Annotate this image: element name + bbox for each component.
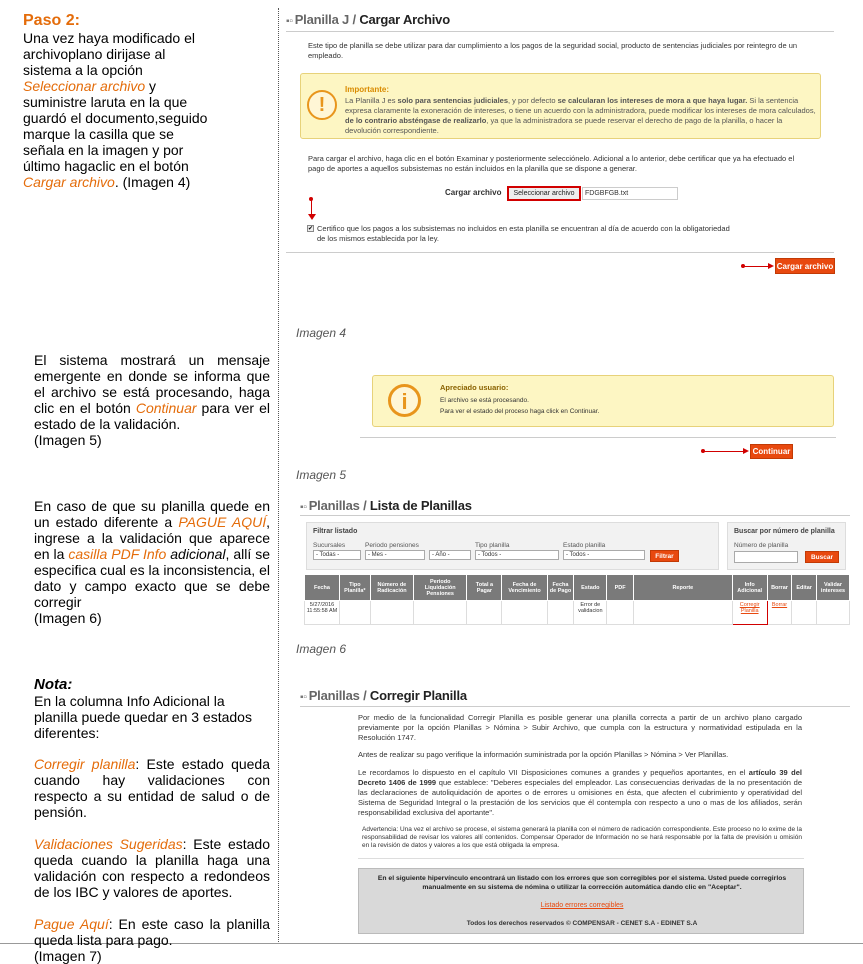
intro-paragraph: Por medio de la funcionalidad Corregir Planilla es posible generar una planilla correcta a partir de un archivo plano cargado previamente por la opción Planillas > Nómina > Subir Archivo, que cumpla con la estructura y normatividad estipulada en la Resolución 1747. xyxy=(358,713,802,742)
breadcrumb-dots-icon: ▪▫ xyxy=(300,692,307,703)
paragraph-text: , ingrese a la validación que aparece en la xyxy=(34,514,270,562)
text: que establece: "Deberes especiales del empleador. Las consecuencias derivadas de la no presentación de las declaraciones de autoliquidación de aportes o de errores u omisiones en ésta, que afecten el cubrimiento y operatividad del Sistema de Seguridad Integral o la prestación de los servicios que él contempla con respecto a uno o mas de los afiliados, serán responsabilidad exclusiva del aportante". xyxy=(358,778,802,817)
filter-label: Estado planilla xyxy=(563,542,606,549)
paragraph-text: , allí se especifica cual es la inconsistencia, el dato y campo exacto que se debe corregir xyxy=(34,546,271,610)
caption: Imagen 6 xyxy=(296,642,347,656)
cell xyxy=(339,601,370,625)
column-header: Info Adicional xyxy=(732,575,767,601)
cell xyxy=(467,601,502,625)
select-file-button[interactable]: Seleccionar archivo xyxy=(507,186,581,201)
info-icon: i xyxy=(388,384,421,417)
errors-box xyxy=(358,868,804,934)
important-box xyxy=(300,73,821,139)
step-line: sistema a la opción xyxy=(23,62,143,78)
verify-paragraph: Antes de realizar su pago verifique la información suministrada por la opción Planillas > Nómina > Ver Planillas. xyxy=(358,750,729,759)
errors-box-text: En el siguiente hipervínculo encontrará un listado con los errores que son corregibles por el sistema. Usted puede corregirlos manualmente en su sistema de nómina o utilizar la corrección automática dando clic en "Aceptar". xyxy=(377,875,787,891)
state-label: Corregir planilla xyxy=(34,756,136,772)
filter-title: Filtrar listado xyxy=(313,528,358,535)
cell xyxy=(413,601,466,625)
filter-button[interactable]: Filtrar xyxy=(650,550,679,562)
column-header: Validar intereses xyxy=(817,575,850,601)
paragraph-text: para ver el estado de la validación. xyxy=(34,400,270,432)
validation-paragraph xyxy=(34,498,270,626)
text: , y por defecto xyxy=(508,96,558,105)
breadcrumb-dots-icon: ▪▫ xyxy=(300,502,307,513)
important-text xyxy=(345,96,817,136)
delete-link[interactable]: Borrar xyxy=(771,602,788,608)
status-select[interactable] xyxy=(563,550,645,560)
upload-field-label: Cargar archivo xyxy=(445,188,502,197)
text-bold: de lo contrario absténgase de realizarlo xyxy=(345,116,487,125)
table-header-row xyxy=(305,575,850,601)
column-header: Fecha xyxy=(305,575,340,601)
processing-modal xyxy=(372,375,834,427)
state-label: Validaciones Sugeridas xyxy=(34,836,183,852)
correctable-errors-link[interactable]: Listado errores corregibles xyxy=(540,902,624,909)
step-text: y xyxy=(145,78,157,94)
column-header: Reporte xyxy=(634,575,733,601)
step-line: último hagaclic en el botón xyxy=(23,158,189,174)
image-ref: (Imagen 6) xyxy=(34,610,102,626)
state-text: : Este estado queda cuando la planilla haga una validación con respecto a redondeos de los IBC y valores de aportes. xyxy=(34,836,270,900)
step-line: archivoplano dirijase al xyxy=(23,46,166,62)
state-validaciones xyxy=(34,836,270,900)
breadcrumb: Planilla J / xyxy=(294,12,360,27)
step-text: . (Imagen 4) xyxy=(114,174,191,190)
upload-instructions: Para cargar el archivo, haga clic en el botón Examinar y posteriormente selecciónelo. Adicional a lo anterior, debe certificar que ya ha efectuado el pago de aportes a aquellos subsistemas no están incluidos en la planilla que se dispone a generar. xyxy=(308,154,795,173)
arrow-shaft xyxy=(311,199,312,215)
text: Si la sentencia expresa claramente la exoneración de intereses, o tiene un acuerdo con la administradora, puede modificar los intereses de mora calculados, xyxy=(345,96,816,115)
select-value: - Todos - xyxy=(566,552,590,558)
img6-title xyxy=(300,498,472,513)
step-line: Una vez haya modificado el xyxy=(23,30,195,46)
img4-title xyxy=(286,12,450,27)
pdf-info-ref: casilla PDF Info xyxy=(68,546,167,562)
text: Le recordamos lo dispuesto en el capítulo VII Disposiciones comunes a grandes y pequeños aportantes, en el xyxy=(358,768,749,777)
cell xyxy=(792,601,817,625)
arrow-shaft xyxy=(743,266,769,267)
modal-rule xyxy=(360,437,836,438)
paragraph-text: En caso de que su planilla quede en un estado diferente a xyxy=(34,498,270,530)
text: , ya que la administradora se puede reservar el derecho de pago de la planilla, o hacer la devolución correspondiente. xyxy=(345,116,783,135)
file-name-field[interactable]: FDGBFGB.txt xyxy=(582,187,678,200)
certify-checkbox[interactable]: ✔ xyxy=(308,226,314,232)
column-header: Tipo Planilla* xyxy=(339,575,370,601)
step-line: señala en la imagen y por xyxy=(23,142,184,158)
step-line: suministre laruta en la que xyxy=(23,94,188,110)
breadcrumb-dots-icon: ▪▫ xyxy=(286,16,293,27)
img7-title xyxy=(300,688,467,703)
planilla-number-input[interactable] xyxy=(734,551,798,563)
corregir-planilla-link[interactable]: Corregir Planilla xyxy=(739,602,760,614)
cell xyxy=(634,601,733,625)
state-text: : Este estado queda cuando hay validaciones con respecto a su entidad de salud o de pensión. xyxy=(34,756,270,820)
text: La Planilla J es xyxy=(345,96,398,105)
continue-ref: Continuar xyxy=(135,400,197,416)
step-line: marque la casilla que se xyxy=(23,126,174,142)
arrow-right-icon xyxy=(743,448,749,454)
page-title: Lista de Planillas xyxy=(369,498,472,513)
cell xyxy=(817,601,850,625)
table-row xyxy=(305,601,850,625)
select-file-ref: Seleccionar archivo xyxy=(23,78,146,94)
upload-button-ref: Cargar archivo xyxy=(23,174,115,190)
step-line xyxy=(23,78,268,94)
errors-link-wrap xyxy=(359,902,805,909)
planillas-table xyxy=(304,574,850,625)
filter-label: Sucursales xyxy=(313,542,346,549)
continue-button[interactable]: Continuar xyxy=(750,444,793,459)
upload-file-button[interactable]: Cargar archivo xyxy=(775,258,835,274)
select-value: - Mes - xyxy=(368,552,387,558)
month-select[interactable] xyxy=(365,550,425,560)
text-bold: se calcularan los intereses de mora a que haya lugar. xyxy=(557,96,748,105)
page-title: Corregir Planilla xyxy=(369,688,467,703)
modal-line: El archivo se está procesando. xyxy=(440,397,529,404)
filter-label: Tipo planilla xyxy=(475,542,510,549)
pague-aqui-ref: PAGUE AQUÍ xyxy=(178,514,267,530)
column-header: Estado xyxy=(574,575,607,601)
breadcrumb: Planillas / xyxy=(308,688,370,703)
cell-info xyxy=(732,601,767,625)
column-header: Total a Pagar xyxy=(467,575,502,601)
planilla-description: Este tipo de planilla se debe utilizar para dar cumplimiento a los pagos de la seguridad social, producto de sentencias judiciales por reintegro de un empleado. xyxy=(308,41,798,60)
step-line: guardó el documento,seguido xyxy=(23,110,208,126)
important-title: Importante: xyxy=(345,85,389,94)
filter-label: Periodo pensiones xyxy=(365,542,419,549)
cell xyxy=(547,601,574,625)
decree-paragraph xyxy=(358,768,802,818)
column-header: Editar xyxy=(792,575,817,601)
state-text: : En este caso la planilla queda lista para pago. xyxy=(34,916,270,948)
year-select[interactable] xyxy=(429,550,471,560)
column-header: PDF xyxy=(607,575,634,601)
processing-paragraph xyxy=(34,352,270,448)
cell xyxy=(607,601,634,625)
certify-label: Certifico que los pagos a los subsistemas no incluidos en esta planilla se encuentran al día de acuerdo con la obligatoriedad de los mismos establecida por la ley. xyxy=(317,224,730,243)
search-label: Número de planilla xyxy=(734,542,789,549)
copyright-footer: Todos los derechos reservados © COMPENSAR - CENET S.A - EDINET S.A xyxy=(466,920,698,927)
cell-estado: Error de validacion xyxy=(574,601,607,625)
cell-fecha: 5/27/2016 11:55:58 AM xyxy=(305,601,340,625)
state-corregir xyxy=(34,756,270,820)
state-label: Pague Aquí xyxy=(34,916,109,932)
title-rule xyxy=(300,706,850,707)
cell-borrar xyxy=(767,601,792,625)
box-top-rule xyxy=(358,858,804,859)
text-bold: artículo 39 del Decreto 1406 de 1999 xyxy=(358,768,802,787)
select-value: - Todos - xyxy=(478,552,502,558)
cell xyxy=(502,601,547,625)
caption: Imagen 4 xyxy=(296,326,347,340)
page-title: Cargar Archivo xyxy=(359,12,450,27)
select-value: - Año - xyxy=(432,552,450,558)
column-divider xyxy=(278,8,279,942)
breadcrumb: Planillas / xyxy=(308,498,370,513)
search-panel xyxy=(727,522,846,570)
note-intro: En la columna Info Adicional la planilla puede quedar en 3 estados diferentes: xyxy=(34,693,252,741)
search-button[interactable]: Buscar xyxy=(805,551,839,563)
modal-title: Apreciado usuario: xyxy=(440,383,509,392)
image-ref: (Imagen 5) xyxy=(34,432,102,448)
image-ref: (Imagen 7) xyxy=(34,948,102,964)
column-header: Fecha de Vencimiento xyxy=(502,575,547,601)
title-rule xyxy=(300,515,850,516)
text-bold: solo para sentencias judiciales xyxy=(397,96,508,105)
caption: Imagen 5 xyxy=(296,468,347,482)
filter-panel xyxy=(306,522,719,570)
arrow-shaft xyxy=(703,451,744,452)
warning-paragraph: Advertencia: Una vez el archivo se procese, el sistema generará la planilla con el número de radicación correspondiente. Este proceso no lo exime de la responsabilidad de revisar los valores allí contenidos. Compensar Operador de Información no se hará responsable por la falta de previsión u omisión en la revisión de datos y valores a los que está obligada la empresa. xyxy=(362,826,802,849)
arrow-down-icon xyxy=(308,214,316,220)
modal-line: Para ver el estado del proceso haga click en Continuar. xyxy=(440,408,600,415)
cell xyxy=(370,601,413,625)
type-select[interactable] xyxy=(475,550,559,560)
title-rule xyxy=(286,31,834,32)
step-2-block xyxy=(23,12,268,190)
column-header: Número de Radicación xyxy=(370,575,413,601)
column-header: Periodo Liquidación Pensiones xyxy=(413,575,466,601)
note-block xyxy=(34,676,270,964)
column-header: Fecha de Pago xyxy=(547,575,574,601)
paragraph-text: El sistema mostrará un mensaje emergente en donde se informa que el archivo se está procesando, haga clic en el botón xyxy=(34,352,270,416)
form-rule xyxy=(286,252,834,253)
state-pague xyxy=(34,916,270,948)
note-heading: Nota: xyxy=(34,676,73,693)
step-line xyxy=(23,174,268,190)
branch-select[interactable] xyxy=(313,550,361,560)
column-header: Borrar xyxy=(767,575,792,601)
search-title: Buscar por número de planilla xyxy=(734,528,835,535)
arrow-right-icon xyxy=(768,263,774,269)
paragraph-text: adicional xyxy=(166,546,226,562)
step-heading: Paso 2: xyxy=(23,12,80,29)
select-value: - Todas - xyxy=(316,552,340,558)
warning-icon: ! xyxy=(307,90,337,120)
